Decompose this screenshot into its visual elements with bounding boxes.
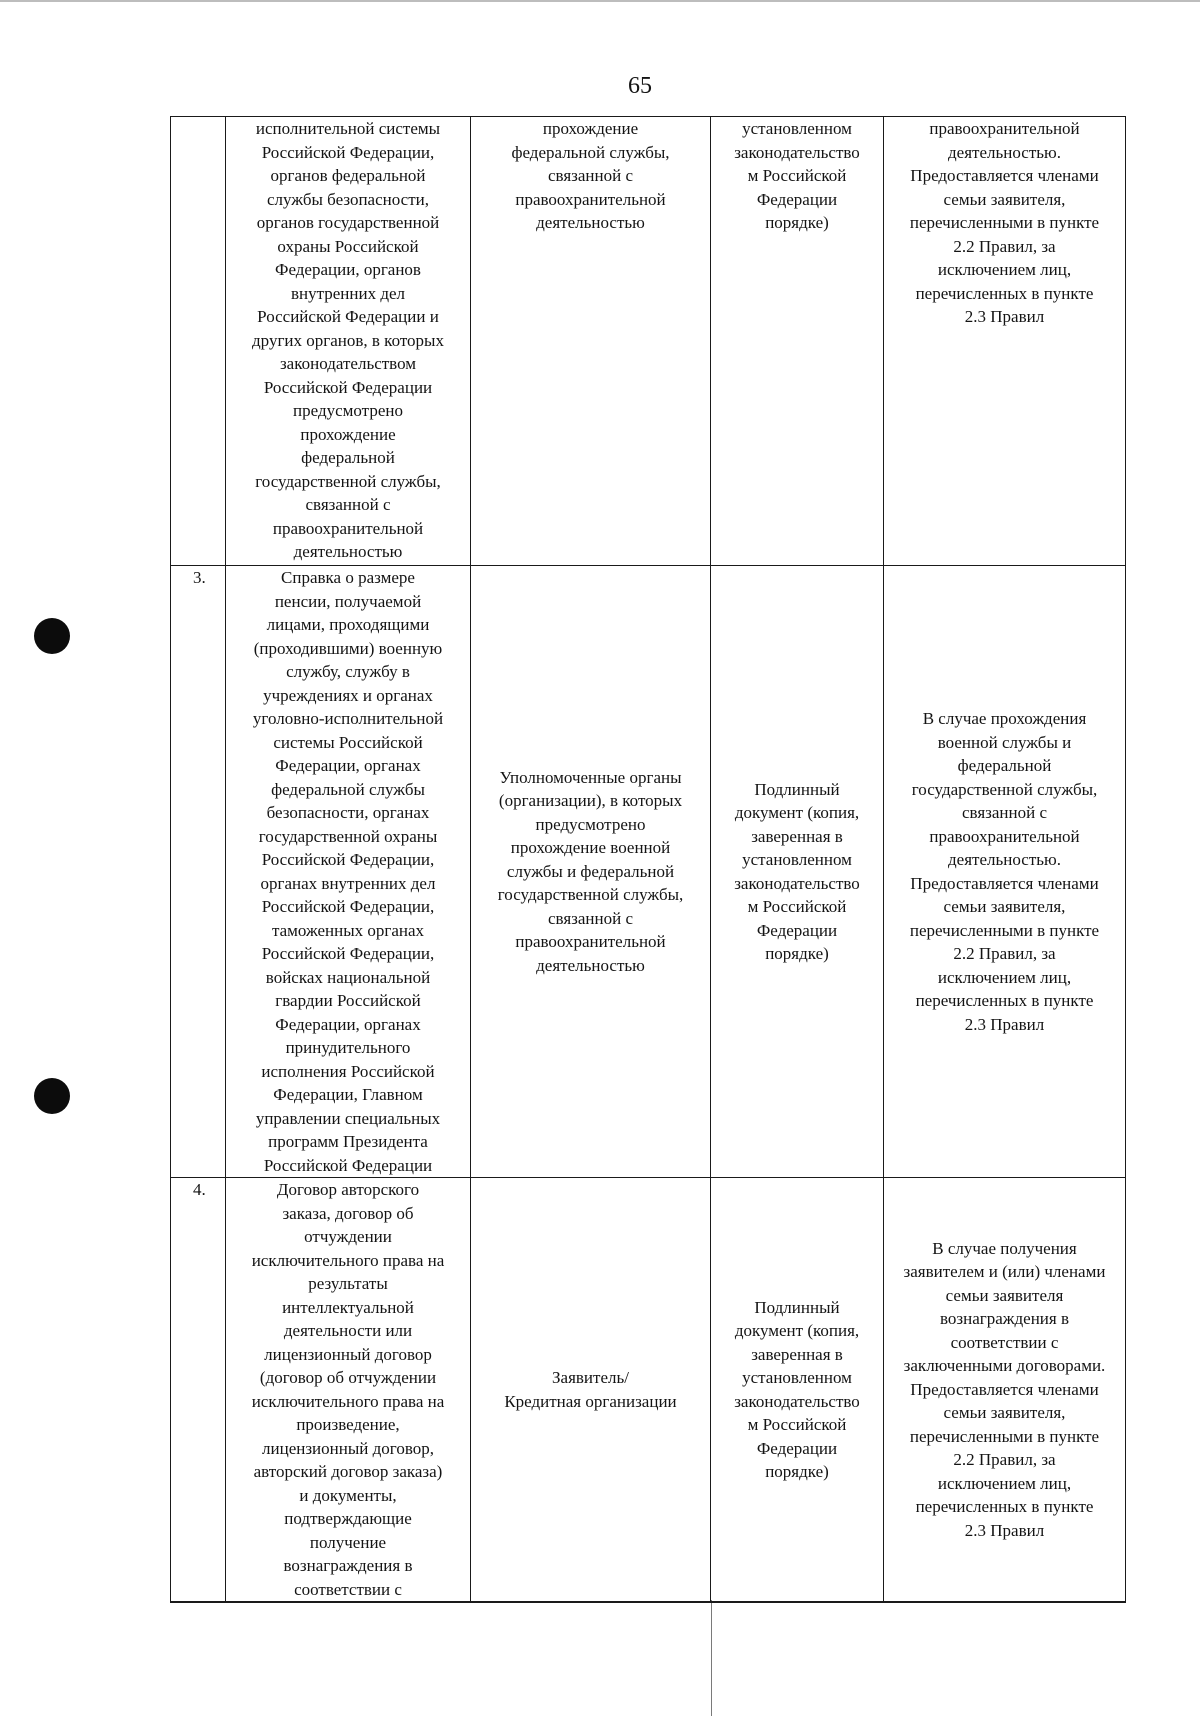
cell-text-line: прохождение <box>542 119 639 138</box>
cell-text-line: произведение, <box>296 1415 400 1434</box>
cell-text-line: установленном <box>742 850 852 869</box>
cell-text-line: 2.2 Правил, за <box>953 944 1056 963</box>
cell-text-line: Заявитель/ <box>552 1368 629 1387</box>
cell-text-line: прохождение <box>300 424 396 444</box>
cell-text-line: порядке) <box>765 1462 829 1481</box>
cell-text-line: документ (копия, <box>734 803 860 822</box>
cell-text-line: Федерации <box>756 920 838 940</box>
margin-line <box>711 1600 712 1716</box>
note-cell <box>884 117 1126 566</box>
cell-text-line: лицензионный договор <box>264 1344 432 1364</box>
cell-text-line: Кредитная организации <box>504 1391 677 1411</box>
cell-text-line: В случае получения <box>932 1238 1077 1258</box>
cell-text-line: Федерации, Главном <box>273 1085 423 1104</box>
cell-text-line: Федерации, органах <box>275 1014 421 1034</box>
cell-text-line: правоохранительной <box>929 119 1080 138</box>
cell-text-line: семьи заявителя, <box>943 897 1066 916</box>
cell-text-line: исключительного права на <box>251 1391 445 1411</box>
cell-text-line: законодательство <box>734 142 860 162</box>
cell-text-line: связанной с <box>961 803 1048 822</box>
cell-text-line: вознаграждения в <box>283 1556 413 1575</box>
cell-text-line: федеральной службы, <box>511 142 670 162</box>
note-cell <box>884 566 1126 1178</box>
cell-text-line: предусмотрено <box>535 814 646 834</box>
cell-text-line: заключенными договорами. <box>903 1356 1106 1376</box>
cell-text-line: семьи заявителя, <box>943 189 1066 209</box>
cell-text-line: деятельностью <box>536 955 645 975</box>
cell-text-line: авторский договор заказа) <box>253 1462 443 1481</box>
cell-text-line: 2.2 Правил, за <box>953 1450 1056 1470</box>
cell-text-line: исполнения Российской <box>261 1061 435 1081</box>
cell-text-line: результаты <box>308 1274 388 1293</box>
cell-text-line: связанной с <box>305 495 391 514</box>
cell-text-line: перечисленных в пункте <box>915 283 1094 303</box>
cell-text-line: Уполномоченные органы <box>499 767 682 787</box>
cell-text-line: и документы, <box>299 1485 397 1505</box>
table-row <box>171 1178 1126 1603</box>
cell-text-line: программ Президента <box>268 1132 428 1151</box>
form-cell <box>711 566 884 1178</box>
cell-text-line: государственной охраны <box>258 826 438 846</box>
cell-text-line: лицензионный договор, <box>262 1438 434 1458</box>
cell-text-line: военной службы и <box>937 732 1072 752</box>
cell-text-line: интеллектуальной <box>282 1297 414 1317</box>
cell-text-line: заверенная в <box>751 1344 843 1364</box>
cell-text-line: законодательство <box>734 1391 860 1411</box>
cell-text-line: исключением лиц, <box>937 260 1072 279</box>
cell-text-line: документ (копия, <box>734 1321 860 1340</box>
cell-text-line: деятельностью <box>293 542 403 561</box>
cell-text-line: В случае прохождения <box>922 709 1087 728</box>
cell-text-line: соответствии с <box>294 1579 402 1599</box>
cell-text-line: органах внутренних дел <box>260 873 436 893</box>
cell-text-line: охраны Российской <box>277 236 419 256</box>
cell-text-line: системы Российской <box>273 732 423 752</box>
cell-text-line: Справка о размере <box>281 568 415 587</box>
cell-text-line: деятельностью. <box>948 850 1061 869</box>
cell-text-line: службы и федеральной <box>506 861 675 881</box>
cell-text-line: 2.3 Правил <box>964 1014 1045 1034</box>
cell-text-line: Российской Федерации, <box>261 142 435 162</box>
cell-text-line: исключением лиц, <box>937 967 1072 987</box>
cell-text-line: законодательство <box>734 873 860 893</box>
table-row <box>171 117 1126 566</box>
cell-text-line: заверенная в <box>751 826 843 846</box>
cell-text-line: установленном <box>742 1368 852 1387</box>
cell-text-line: Российской Федерации <box>263 1155 433 1175</box>
cell-text-line: Федерации <box>756 1438 838 1458</box>
page-number: 65 <box>628 73 652 99</box>
cell-text-line: (проходившими) военную <box>253 638 443 658</box>
cell-text-line: правоохранительной <box>515 932 666 952</box>
top-rule <box>0 0 1200 2</box>
cell-text-line: правоохранительной <box>929 826 1080 846</box>
cell-text-line: связанной с <box>547 908 634 928</box>
cell-text-line: заявителем и (или) членами <box>903 1262 1106 1282</box>
cell-text-line: правоохранительной <box>515 189 666 209</box>
cell-text-line: деятельности или <box>283 1321 413 1340</box>
cell-text-line: Договор авторского <box>276 1180 420 1199</box>
cell-text-line: войсках национальной <box>265 967 431 987</box>
cell-text-line: прохождение военной <box>510 838 671 858</box>
cell-text-line: получение <box>309 1532 387 1552</box>
cell-text-line: 2.2 Правил, за <box>953 236 1056 256</box>
cell-text-line: 2.3 Правил <box>964 1520 1045 1540</box>
cell-text-line: Предоставляется членами <box>910 166 1099 185</box>
cell-text-line: безопасности, органах <box>266 803 430 822</box>
cell-text-line: 2.3 Правил <box>964 307 1045 326</box>
cell-text-line: службы безопасности, <box>267 189 429 209</box>
cell-text-line: пенсии, получаемой <box>274 591 422 611</box>
cell-text-line: перечисленными в пункте <box>909 213 1100 232</box>
document-name-cell <box>226 1178 471 1603</box>
punch-hole <box>34 618 70 654</box>
cell-text-line: Российской Федерации, <box>261 944 435 963</box>
cell-text-line: Российской Федерации <box>263 377 433 397</box>
issuer-cell <box>471 117 711 566</box>
cell-text-line: установленном <box>742 119 852 138</box>
cell-text-line: перечисленными в пункте <box>909 1426 1100 1446</box>
cell-text-line: лицами, проходящими <box>266 615 430 634</box>
cell-text-line: федеральной службы <box>271 779 425 799</box>
issuer-cell <box>471 566 711 1178</box>
cell-text-line: Подлинный <box>754 1297 840 1317</box>
cell-text-line: государственной службы, <box>497 885 684 905</box>
cell-text-line: м Российской <box>747 166 847 185</box>
cell-text-line: Подлинный <box>754 779 840 799</box>
cell-text-line: других органов, в которых <box>252 330 444 350</box>
cell-text-line: исключением лиц, <box>937 1473 1072 1493</box>
cell-text-line: гвардии Российской <box>275 991 421 1010</box>
cell-text-line: Предоставляется членами <box>910 1379 1099 1399</box>
cell-text-line: федеральной <box>301 448 395 467</box>
cell-text-line: порядке) <box>765 213 829 232</box>
form-cell <box>711 117 884 566</box>
cell-text-line: органов федеральной <box>270 166 426 185</box>
document-name-cell <box>226 117 471 566</box>
cell-text-line: принудительного <box>285 1038 411 1057</box>
cell-text-line: Федерации <box>756 189 838 209</box>
row-number-cell: 4. <box>171 1178 226 1603</box>
cell-text-line: порядке) <box>765 944 829 963</box>
cell-text-line: федеральной <box>957 756 1052 775</box>
issuer-cell <box>471 1178 711 1603</box>
cell-text-line: Федерации, органов <box>275 260 421 279</box>
cell-text-line: (договор об отчуждении <box>259 1368 437 1387</box>
cell-text-line: заказа, договор об <box>282 1203 414 1223</box>
punch-hole <box>34 1078 70 1114</box>
document-name-cell <box>226 566 471 1178</box>
cell-text-line: (организации), в которых <box>498 791 683 811</box>
cell-text-line: связанной с <box>547 166 634 185</box>
cell-text-line: правоохранительной <box>272 518 424 538</box>
cell-text-line: органов государственной <box>256 213 440 232</box>
cell-text-line: деятельностью. <box>948 142 1061 162</box>
cell-text-line: перечисленными в пункте <box>909 920 1100 940</box>
cell-text-line: подтверждающие <box>284 1509 412 1528</box>
cell-text-line: исполнительной системы <box>255 119 441 138</box>
note-cell <box>884 1178 1126 1603</box>
cell-text-line: таможенных органах <box>271 920 425 940</box>
cell-text-line: вознаграждения в <box>939 1309 1070 1329</box>
cell-text-line: семьи заявителя <box>945 1285 1064 1305</box>
cell-text-line: уголовно-исполнительной <box>252 709 444 728</box>
cell-text-line: перечисленных в пункте <box>915 1497 1094 1517</box>
cell-text-line: внутренних дел <box>290 283 406 303</box>
cell-text-line: Российской Федерации и <box>257 307 439 326</box>
cell-text-line: государственной службы, <box>255 471 441 491</box>
cell-text-line: семьи заявителя, <box>943 1403 1066 1423</box>
cell-text-line: предусмотрено <box>293 401 403 420</box>
cell-text-line: соответствии с <box>950 1332 1059 1352</box>
documents-table <box>170 116 1126 1603</box>
cell-text-line: государственной службы, <box>911 779 1098 799</box>
cell-text-line: м Российской <box>747 897 847 916</box>
cell-text-line: управлении специальных <box>255 1108 441 1128</box>
cell-text-line: Российской Федерации, <box>261 850 435 869</box>
cell-text-line: м Российской <box>747 1415 847 1434</box>
cell-text-line: законодательством <box>279 354 417 373</box>
cell-text-line: деятельностью <box>536 213 645 232</box>
cell-text-line: Федерации, органах <box>275 756 421 775</box>
cell-text-line: Предоставляется членами <box>910 873 1099 893</box>
cell-text-line: исключительного права на <box>251 1250 445 1270</box>
cell-text-line: Российской Федерации, <box>261 897 435 916</box>
row-number-cell: 3. <box>171 566 226 1178</box>
cell-text-line: службу, службу в <box>286 662 410 681</box>
cell-text-line: отчуждении <box>304 1227 392 1246</box>
table-row <box>171 566 1126 1178</box>
row-number-cell <box>171 117 226 566</box>
cell-text-line: перечисленных в пункте <box>915 991 1094 1010</box>
form-cell <box>711 1178 884 1603</box>
cell-text-line: учреждениях и органах <box>263 685 433 705</box>
